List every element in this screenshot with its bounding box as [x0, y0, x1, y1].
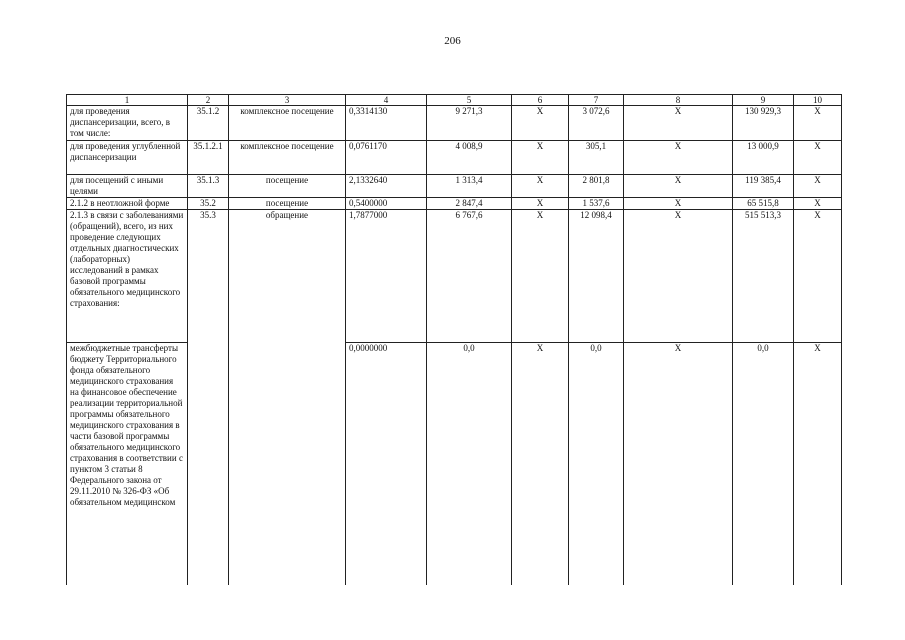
row-value-5: 2 847,4: [427, 198, 512, 210]
row-value-7: 305,1: [569, 141, 624, 175]
row-label: 2.1.3 в связи с заболеваниями (обращений), всего, из них проведение следующих отдельных диагностических (лабораторных) исследований в рамках базовой программы обязательного медицинского страхования:: [67, 210, 188, 343]
row-value-5: 6 767,6: [427, 210, 512, 343]
row-code: 35.1.3: [188, 175, 229, 198]
row-value-9: 13 000,9: [733, 141, 794, 175]
row-code: [188, 343, 229, 585]
row-value-9: 130 929,3: [733, 106, 794, 141]
row-value-10: X: [794, 198, 842, 210]
row-norm: 0,0761170: [346, 141, 427, 175]
col-header-6: 6: [512, 95, 569, 106]
row-value-10: X: [794, 343, 842, 585]
row-value-9: 119 385,4: [733, 175, 794, 198]
table-row: [67, 106, 842, 141]
table-row: [67, 210, 842, 343]
row-unit: посещение: [229, 198, 346, 210]
col-header-3: 3: [229, 95, 346, 106]
row-value-7: 3 072,6: [569, 106, 624, 141]
row-code: 35.1.2: [188, 106, 229, 141]
row-value-9: 65 515,8: [733, 198, 794, 210]
row-label: для проведения углубленной диспансеризации: [67, 141, 188, 175]
page-number: 206: [444, 35, 461, 47]
row-value-7: 0,0: [569, 343, 624, 585]
table-row: [67, 175, 842, 198]
row-norm: 0,3314130: [346, 106, 427, 141]
row-value-8: X: [624, 198, 733, 210]
row-value-5: 0,0: [427, 343, 512, 585]
table-row: [67, 141, 842, 175]
col-header-7: 7: [569, 95, 624, 106]
row-unit: комплексное посещение: [229, 141, 346, 175]
header-row: [67, 95, 842, 106]
col-header-4: 4: [346, 95, 427, 106]
row-value-6: X: [512, 141, 569, 175]
row-label: для посещений с иными целями: [67, 175, 188, 198]
row-value-5: 9 271,3: [427, 106, 512, 141]
row-value-9: 515 513,3: [733, 210, 794, 343]
row-value-6: X: [512, 343, 569, 585]
row-value-8: X: [624, 106, 733, 141]
row-label: межбюджетные трансферты бюджету Территориального фонда обязательного медицинского страхования на финансовое обеспечение реализации территориальной программы обязательного медицинского страхования в части базовой программы обязательного медицинского страхования в соответствии с пунктом 3 статьи 8 Федерального закона от 29.11.2010 № 326-ФЗ «Об обязательном медицинском: [67, 343, 188, 585]
row-value-8: X: [624, 343, 733, 585]
row-value-7: 12 098,4: [569, 210, 624, 343]
data-table: [66, 94, 842, 585]
row-value-8: X: [624, 141, 733, 175]
col-header-8: 8: [624, 95, 733, 106]
row-value-5: 1 313,4: [427, 175, 512, 198]
col-header-9: 9: [733, 95, 794, 106]
row-value-5: 4 008,9: [427, 141, 512, 175]
row-value-6: X: [512, 106, 569, 141]
table-row: [67, 198, 842, 210]
row-unit: [229, 343, 346, 585]
row-value-6: X: [512, 210, 569, 343]
table-row: [67, 343, 842, 585]
col-header-2: 2: [188, 95, 229, 106]
row-norm: 0,0000000: [346, 343, 427, 585]
row-value-10: X: [794, 106, 842, 141]
row-label: 2.1.2 в неотложной форме: [67, 198, 188, 210]
row-value-6: X: [512, 198, 569, 210]
row-value-9: 0,0: [733, 343, 794, 585]
row-value-7: 2 801,8: [569, 175, 624, 198]
row-code: 35.2: [188, 198, 229, 210]
row-value-10: X: [794, 210, 842, 343]
col-header-5: 5: [427, 95, 512, 106]
row-value-6: X: [512, 175, 569, 198]
row-norm: 2,1332640: [346, 175, 427, 198]
row-value-10: X: [794, 175, 842, 198]
row-code: 35.1.2.1: [188, 141, 229, 175]
row-unit: посещение: [229, 175, 346, 198]
row-norm: 0,5400000: [346, 198, 427, 210]
row-value-8: X: [624, 210, 733, 343]
row-value-8: X: [624, 175, 733, 198]
row-norm: 1,7877000: [346, 210, 427, 343]
row-value-10: X: [794, 141, 842, 175]
col-header-1: 1: [67, 95, 188, 106]
row-unit: комплексное посещение: [229, 106, 346, 141]
col-header-10: 10: [794, 95, 842, 106]
row-code: 35.3: [188, 210, 229, 343]
row-value-7: 1 537,6: [569, 198, 624, 210]
row-unit: обращение: [229, 210, 346, 343]
row-label: для проведения диспансеризации, всего, в том числе:: [67, 106, 188, 141]
